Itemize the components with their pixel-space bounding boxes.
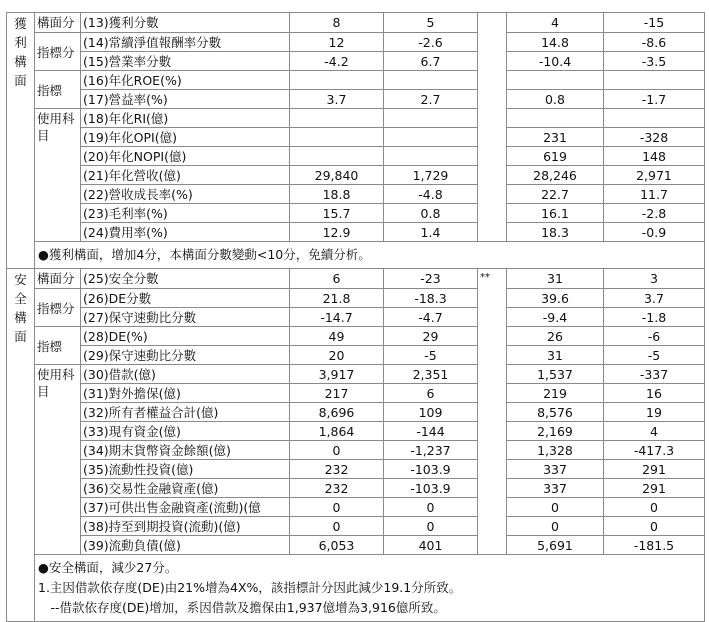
section-label-char: 利: [14, 35, 27, 50]
item-label: (36)交易性金融資產(億): [81, 479, 290, 498]
value-cell: 11.7: [604, 185, 705, 204]
item-label: (25)安全分數: [81, 269, 290, 289]
item-label: (30)借款(億): [81, 365, 290, 384]
table-row: [7, 166, 705, 185]
section-label-char: 獲: [14, 16, 27, 31]
note-row: [7, 242, 705, 269]
item-label: (29)保守速動比分數: [81, 346, 290, 365]
group-label: 指標分: [35, 33, 81, 71]
item-label: (28)DE(%): [81, 327, 290, 346]
value-cell: -8.6: [604, 33, 705, 52]
table-row: [7, 52, 705, 71]
value-cell: 26: [507, 327, 604, 346]
value-cell: 12: [290, 33, 384, 52]
value-cell: 15.7: [290, 204, 384, 223]
value-cell: 0: [507, 498, 604, 517]
value-cell: 217: [290, 384, 384, 403]
value-cell: 0: [384, 498, 478, 517]
value-cell: 12.9: [290, 223, 384, 242]
value-cell: 0: [507, 517, 604, 536]
value-cell: 6.7: [384, 52, 478, 71]
table-row: [7, 269, 705, 289]
value-cell: 337: [507, 460, 604, 479]
value-cell: [290, 128, 384, 147]
value-cell: 8,696: [290, 403, 384, 422]
section-label-char: 構: [14, 54, 27, 69]
value-cell: 0: [290, 517, 384, 536]
value-cell: -0.9: [604, 223, 705, 242]
value-cell: -5: [384, 346, 478, 365]
value-cell: [604, 109, 705, 128]
value-cell: 2.7: [384, 90, 478, 109]
value-cell: 0: [384, 517, 478, 536]
value-cell: 1,864: [290, 422, 384, 441]
value-cell: 29: [384, 327, 478, 346]
value-cell: 39.6: [507, 289, 604, 308]
value-cell: -23: [384, 269, 478, 289]
value-cell: [290, 147, 384, 166]
value-cell: 2,971: [604, 166, 705, 185]
value-cell: 3.7: [604, 289, 705, 308]
item-label: (33)現有資金(億): [81, 422, 290, 441]
value-cell: 3.7: [290, 90, 384, 109]
table-row: [7, 308, 705, 327]
value-cell: 291: [604, 460, 705, 479]
value-cell: [507, 109, 604, 128]
section-note: [35, 555, 705, 622]
value-cell: 3: [604, 269, 705, 289]
value-cell: -337: [604, 365, 705, 384]
table-row: [7, 384, 705, 403]
value-cell: 1.4: [384, 223, 478, 242]
value-cell: [384, 147, 478, 166]
table-row: [7, 185, 705, 204]
item-label: (31)對外擔保(億): [81, 384, 290, 403]
table-row: [7, 441, 705, 460]
value-cell: 109: [384, 403, 478, 422]
value-cell: 0.8: [507, 90, 604, 109]
value-cell: 231: [507, 128, 604, 147]
table-row: [7, 536, 705, 555]
item-label: (21)年化營收(億): [81, 166, 290, 185]
value-cell: -4.8: [384, 185, 478, 204]
value-cell: 8,576: [507, 403, 604, 422]
value-cell: 4: [507, 13, 604, 33]
table-row: [7, 223, 705, 242]
group-label: 使用科目: [35, 365, 81, 555]
value-cell: 21.8: [290, 289, 384, 308]
item-label: (22)營收成長率(%): [81, 185, 290, 204]
value-cell: 18.8: [290, 185, 384, 204]
value-cell: 6,053: [290, 536, 384, 555]
value-cell: 219: [507, 384, 604, 403]
value-cell: -103.9: [384, 460, 478, 479]
table-row: [7, 403, 705, 422]
section-label: [7, 13, 35, 269]
group-label: 構面分: [35, 269, 81, 289]
value-cell: 16.1: [507, 204, 604, 223]
value-cell: 2,169: [507, 422, 604, 441]
value-cell: -10.4: [507, 52, 604, 71]
table-row: [7, 128, 705, 147]
value-cell: -4.7: [384, 308, 478, 327]
value-cell: [384, 71, 478, 90]
value-cell: 232: [290, 479, 384, 498]
value-cell: -18.3: [384, 289, 478, 308]
item-label: (35)流動性投資(億): [81, 460, 290, 479]
financial-analysis-table: [6, 12, 705, 622]
value-cell: -1,237: [384, 441, 478, 460]
section-label-char: 面: [14, 73, 27, 88]
value-cell: -15: [604, 13, 705, 33]
table-row: [7, 422, 705, 441]
table-row: [7, 327, 705, 346]
value-cell: [384, 128, 478, 147]
item-label: (13)獲利分數: [81, 13, 290, 33]
value-cell: 49: [290, 327, 384, 346]
value-cell: 0: [290, 498, 384, 517]
item-label: (27)保守速動比分數: [81, 308, 290, 327]
table-row: [7, 460, 705, 479]
value-cell: [290, 71, 384, 90]
section-label: [7, 269, 35, 622]
section-note: [35, 242, 705, 269]
value-cell: -3.5: [604, 52, 705, 71]
value-cell: -417.3: [604, 441, 705, 460]
table-row: [7, 517, 705, 536]
table-row: [7, 365, 705, 384]
value-cell: -9.4: [507, 308, 604, 327]
item-label: (18)年化RI(億): [81, 109, 290, 128]
table-row: [7, 109, 705, 128]
value-cell: -2.6: [384, 33, 478, 52]
value-cell: -2.8: [604, 204, 705, 223]
item-label: (24)費用率(%): [81, 223, 290, 242]
item-label: (16)年化ROE(%): [81, 71, 290, 90]
value-cell: -181.5: [604, 536, 705, 555]
item-label: (38)持至到期投資(流動)(億): [81, 517, 290, 536]
section-label-char: 構: [14, 310, 27, 325]
section-label-char: 全: [14, 291, 27, 306]
item-label: (39)流動負債(億): [81, 536, 290, 555]
value-cell: 619: [507, 147, 604, 166]
group-label: 構面分: [35, 13, 81, 33]
value-cell: 0: [604, 498, 705, 517]
table-row: [7, 71, 705, 90]
item-label: (37)可供出售金融資產(流動)(億: [81, 498, 290, 517]
value-cell: 0: [604, 517, 705, 536]
value-cell: 18.3: [507, 223, 604, 242]
note-line: 1.主因借款依存度(DE)由21%增為4X%，該指標計分因此減少19.1分所致。: [38, 580, 462, 595]
item-label: (19)年化OPI(億): [81, 128, 290, 147]
value-cell: 6: [384, 384, 478, 403]
value-cell: 401: [384, 536, 478, 555]
value-cell: 19: [604, 403, 705, 422]
value-cell: -5: [604, 346, 705, 365]
value-cell: 1,328: [507, 441, 604, 460]
item-label: (15)營業率分數: [81, 52, 290, 71]
item-label: (34)期末貨幣資金餘額(億): [81, 441, 290, 460]
value-cell: 6: [290, 269, 384, 289]
value-cell: 5,691: [507, 536, 604, 555]
value-cell: -6: [604, 327, 705, 346]
table-row: [7, 204, 705, 223]
note-line: --借款依存度(DE)增加，系因借款及擔保由1,937億增為3,916億所致。: [38, 600, 446, 615]
value-cell: 5: [384, 13, 478, 33]
value-cell: -103.9: [384, 479, 478, 498]
table-row: [7, 33, 705, 52]
item-label: (26)DE分數: [81, 289, 290, 308]
table-row: [7, 289, 705, 308]
value-cell: 2,351: [384, 365, 478, 384]
note-line: ●安全構面，減少27分。: [38, 560, 178, 575]
value-cell: 29,840: [290, 166, 384, 185]
table-row: [7, 147, 705, 166]
value-cell: 31: [507, 269, 604, 289]
value-cell: 8: [290, 13, 384, 33]
value-cell: 28,246: [507, 166, 604, 185]
value-cell: -4.2: [290, 52, 384, 71]
value-cell: 22.7: [507, 185, 604, 204]
value-cell: 31: [507, 346, 604, 365]
table-row: [7, 90, 705, 109]
table-row: [7, 346, 705, 365]
section-label-char: 安: [14, 272, 27, 287]
table-row: [7, 479, 705, 498]
group-label: 指標分: [35, 289, 81, 327]
group-label: 使用科目: [35, 109, 81, 242]
value-cell: 0.8: [384, 204, 478, 223]
value-cell: [290, 109, 384, 128]
value-cell: -14.7: [290, 308, 384, 327]
item-label: (14)常續淨值報酬率分數: [81, 33, 290, 52]
value-cell: 148: [604, 147, 705, 166]
value-cell: 1,537: [507, 365, 604, 384]
value-cell: -1.8: [604, 308, 705, 327]
value-cell: 291: [604, 479, 705, 498]
group-label: 指標: [35, 71, 81, 109]
table-row: [7, 13, 705, 33]
section-label-char: 面: [14, 329, 27, 344]
group-label: 指標: [35, 327, 81, 365]
item-label: (32)所有者權益合計(億): [81, 403, 290, 422]
value-cell: -328: [604, 128, 705, 147]
item-label: (20)年化NOPI(億): [81, 147, 290, 166]
note-line: ●獲利構面，增加4分，本構面分數變動<10分，免續分析。: [38, 247, 371, 262]
value-cell: 4: [604, 422, 705, 441]
item-label: (23)毛利率(%): [81, 204, 290, 223]
value-cell: 20: [290, 346, 384, 365]
value-cell: 1,729: [384, 166, 478, 185]
value-cell: [507, 71, 604, 90]
value-cell: [604, 71, 705, 90]
value-cell: 3,917: [290, 365, 384, 384]
item-label: (17)營益率(%): [81, 90, 290, 109]
value-cell: 0: [290, 441, 384, 460]
marker-cell: **: [478, 269, 507, 555]
value-cell: 337: [507, 479, 604, 498]
table-row: [7, 498, 705, 517]
value-cell: -144: [384, 422, 478, 441]
value-cell: 232: [290, 460, 384, 479]
value-cell: [384, 109, 478, 128]
note-row: [7, 555, 705, 622]
value-cell: 14.8: [507, 33, 604, 52]
marker-cell: [478, 13, 507, 242]
value-cell: 16: [604, 384, 705, 403]
value-cell: -1.7: [604, 90, 705, 109]
